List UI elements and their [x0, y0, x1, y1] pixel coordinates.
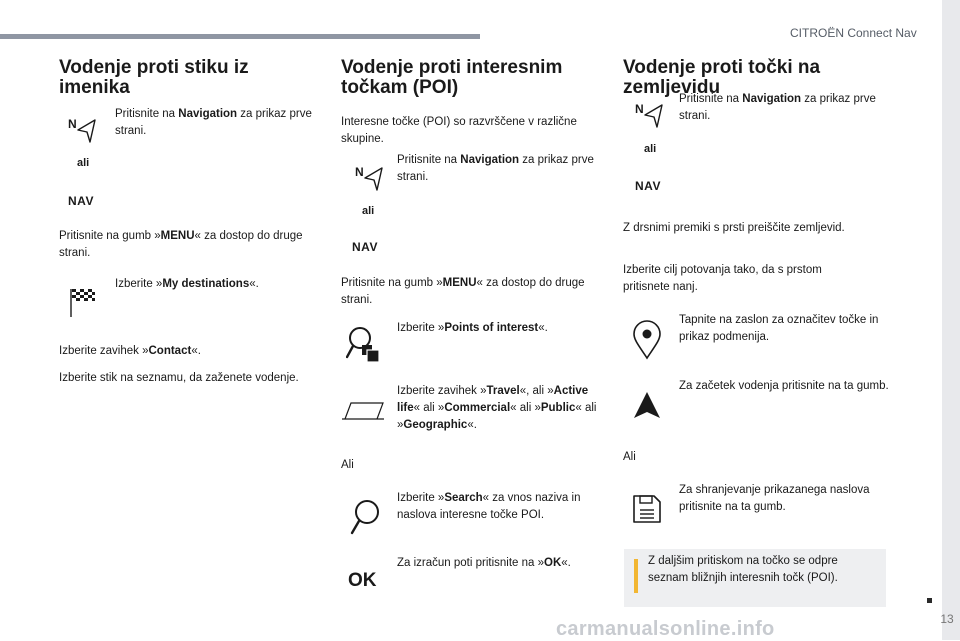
or-text: Ali [623, 451, 636, 463]
page-number: 13 [940, 612, 954, 626]
ok-button-label: OK [348, 570, 377, 591]
info-note-text: Z daljšim pritiskom na točko se odpre seznam bližnjih interesnih točk (POI). [648, 555, 838, 584]
info-note [624, 549, 886, 607]
step-select-contact: Izberite stik na seznamu, da zaženete vodenje. [59, 372, 299, 384]
step-navigation: Pritisnite na Navigation za prikaz prve strani. [115, 108, 312, 137]
poi-intro: Interesne točke (POI) so razvrščene v različne skupine. [341, 116, 577, 145]
step-category-tabs: Izberite zavihek »Travel«, ali »Active life« ali »Commercial« ali »Public« ali »Geographic«. [397, 385, 597, 431]
nav-button-label: NAV [352, 240, 378, 254]
watermark: carmanualsonline.info [556, 618, 775, 640]
section-title-line2: zemljevidu [623, 77, 721, 98]
header-rule [0, 34, 480, 39]
step-menu: Pritisnite na gumb »MENU« za dostop do druge strani. [341, 277, 585, 306]
step-navigation: Pritisnite na Navigation za prikaz prve strani. [679, 93, 876, 122]
section-title-line2: točkam (POI) [341, 77, 459, 98]
section-title-line1: Vodenje proti točki na [623, 57, 821, 78]
section-title-line1: Vodenje proti stiku iz [59, 57, 249, 78]
or-label: ali [644, 143, 657, 155]
info-icon [634, 559, 638, 593]
poi-search-icon [346, 326, 382, 371]
navigation-compass-icon [353, 163, 387, 198]
or-text: Ali [341, 459, 354, 471]
save-floppy-icon [632, 494, 662, 529]
search-icon [350, 498, 382, 541]
checkered-flag-icon [70, 288, 96, 323]
compass-n-label: N [68, 117, 77, 131]
step-search: Izberite »Search« za vnos naziva in naslova interesne točke POI. [397, 492, 581, 521]
compass-n-label: N [355, 165, 364, 179]
step-start-guidance: Za začetek vodenja pritisnite na ta gumb. [679, 380, 889, 392]
step-save-address: Za shranjevanje prikazanega naslova pritisnite na ta gumb. [679, 484, 870, 513]
step-tap-screen: Tapnite na zaslon za označitev točke in prikaz podmenija. [679, 314, 879, 343]
navigation-compass-icon [633, 100, 667, 135]
nav-button-label: NAV [635, 179, 661, 193]
page-marker [927, 598, 932, 603]
page-edge-strip [942, 0, 960, 640]
brand-header: CITROËN Connect Nav [790, 26, 917, 40]
section-title-line2: imenika [59, 77, 130, 98]
step-swipe-map: Z drsnimi premiki s prsti preiščite zemljevid. [623, 222, 845, 234]
nav-button-label: NAV [68, 194, 94, 208]
step-my-destinations: Izberite »My destinations«. [115, 278, 259, 290]
step-ok: Za izračun poti pritisnite na »OK«. [397, 557, 571, 569]
navigation-compass-icon [66, 115, 100, 150]
start-guidance-arrow-icon [632, 390, 662, 425]
section-title-line1: Vodenje proti interesnim [341, 57, 563, 78]
or-label: ali [362, 205, 375, 217]
step-choose-destination: Izberite cilj potovanja tako, da s prstom pritisnete nanj. [623, 264, 822, 293]
tab-selector-icon [341, 399, 385, 426]
map-pin-icon [632, 320, 662, 365]
step-navigation: Pritisnite na Navigation za prikaz prve strani. [397, 154, 594, 183]
step-contact-tab: Izberite zavihek »Contact«. [59, 345, 201, 357]
compass-n-label: N [635, 102, 644, 116]
step-menu: Pritisnite na gumb »MENU« za dostop do druge strani. [59, 230, 303, 259]
step-points-of-interest: Izberite »Points of interest«. [397, 322, 548, 334]
or-label: ali [77, 157, 90, 169]
